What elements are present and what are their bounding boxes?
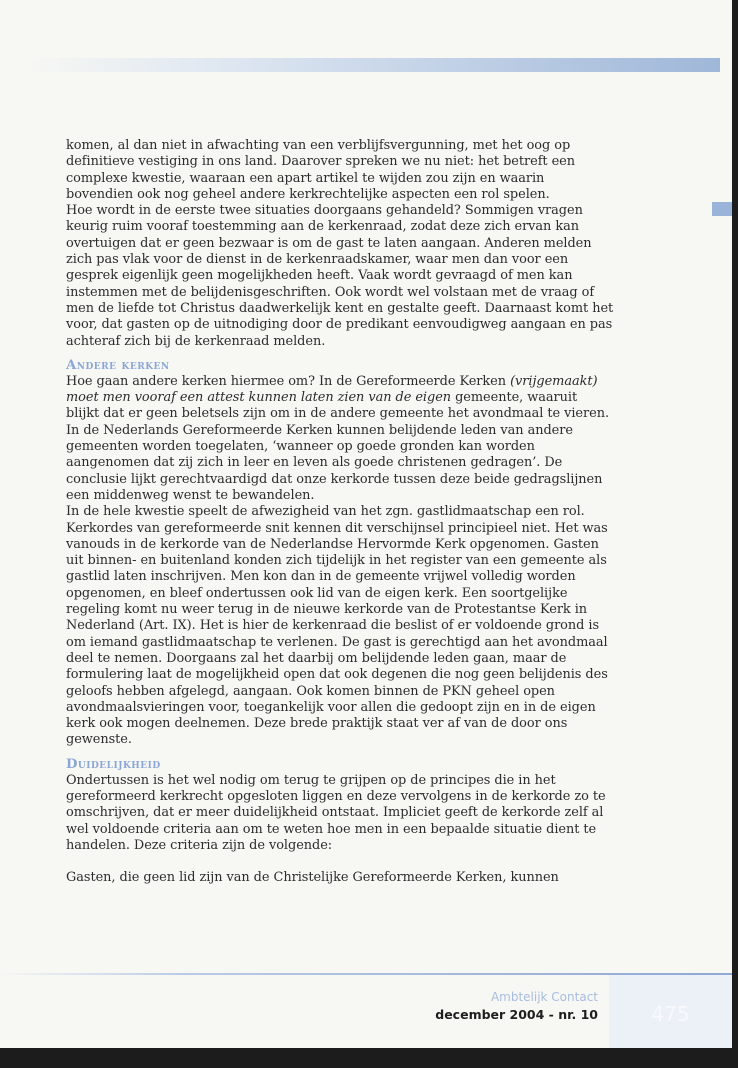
paragraph-gastlidmaatschap: In de hele kwestie speelt de afwezigheid van het zgn. gastlidmaatschap een rol. Kerkordes van gereformeerde snit kennen dit verschijnsel principieel niet. Het was vanouds in de kerkorde van de Nederlandse Hervormde Kerk opgenomen. Gasten uit binnen- en buitenland konden zich tijdelijk in het register van een gemeente als gastlid laten inschrijven. Men kon dan in de gemeente vrijwel volledig worden opgenomen, en bleef ondertussen ook lid van de eigen kerk. Een soortgelijke regeling komt nu weer terug in de nieuwe kerkorde van de Protestantse Kerk in Nederland (Art. IX). Het is hier de kerkenraad die beslist of er voldoende grond is om iemand gastlidmaatschap te verlenen. De gast is gerechtigd aan het avondmaal deel te nemen. Doorgaans zal het daarbij om belijdende leden gaan, maar de formulering laat de mogelijkheid open dat ook degenen die nog geen belijdenis des geloofs hebben afgelegd, aangaan. Ook komen binnen de PKN geheel open avondmaalsvieringen voor, toegankelijk voor allen die gedoopt zijn en in de eigen kerk ook mogen deelnemen. Deze brede praktijk staat ver af van de door ons gewenste. [66, 504, 608, 748]
paragraph-other-churches [66, 374, 614, 504]
issue-info: december 2004 - nr. 10 [435, 1007, 598, 1022]
italic-run: (vrijgemaakt) moet men vooraf een attest kunnen laten zien van de eigen [66, 373, 598, 406]
magazine-title: Ambtelijk Contact [490, 990, 598, 1004]
article-body [66, 138, 614, 886]
text-run: gemeente, waaruit blijkt dat er geen beletsels zijn om in de andere gemeente het avondmaal te vieren. In de Nederlands Gereformeerde Kerken kunnen belijdende leden van andere gemeenten worden toegelaten, ‘wanneer op goede gronden kan worden aangenomen dat zij zich in leer en leven als goede christenen gedragen’. De conclusie lijkt gerechtvaardigd dat onze kerkorde tussen deze beide gedragslijnen een middenweg wenst te bewandelen. [66, 390, 609, 503]
paragraph-practice: Hoe wordt in de eerste twee situaties doorgaans gehandeld? Sommigen vragen keurig ruim vooraf toestemming aan de kerkenraad, zodat deze zich ervan kan overtuigen dat er geen bezwaar is om de gast te laten aangaan. Anderen melden zich pas vlak voor de dienst in de kerkenraadskamer, waar men dan voor een gesprek eigenlijk geen mogelijkheden heeft. Vaak wordt gevraagd of men kan instemmen met de belijdenisgeschriften. Ook wordt wel volstaan met de vraag of men de liefde tot Christus daadwerkelijk kent en gestalte geeft. Daarnaast komt het voor, dat gasten op de uitnodiging door de predikant eenvoudigweg aangaan en pas achteraf zich bij de kerkenraad melden. [66, 203, 614, 349]
page-number: 475 [651, 1002, 690, 1026]
section-heading-andere-kerken: Andere kerken [66, 357, 170, 373]
section-heading-duidelijkheid: Duidelijkheid [66, 756, 161, 772]
footer [435, 989, 598, 1024]
text-run: Hoe gaan andere kerken hiermee om? In de Gereformeerde Kerken [66, 373, 511, 389]
paragraph-principles: Ondertussen is het wel nodig om terug te grijpen op de principes die in het gereformeerd kerkrecht opgesloten liggen en deze vervolgens in de kerkorde zo te omschrijven, dat er meer duidelijkheid ontstaat. Impliciet geeft de kerkorde zelf al wel voldoende criteria aan om te weten hoe men in een bepaalde situatie dient te handelen. Deze criteria zijn de volgende: [66, 772, 606, 853]
paragraph-intro: komen, al dan niet in afwachting van een verblijfsvergunning, met het oog op definitieve vestiging in ons land. Daarover spreken we nu niet: het betreft een complexe kwestie, waaraan een apart artikel te wijden zou zijn en waarin bovendien ook nog geheel andere kerkrechtelijke aspecten een rol spelen. [66, 138, 576, 202]
page-edge-tab [712, 202, 732, 216]
paragraph-guests: Gasten, die geen lid zijn van de Christelijke Gereformeerde Kerken, kunnen [66, 870, 559, 886]
header-color-band [28, 58, 720, 72]
